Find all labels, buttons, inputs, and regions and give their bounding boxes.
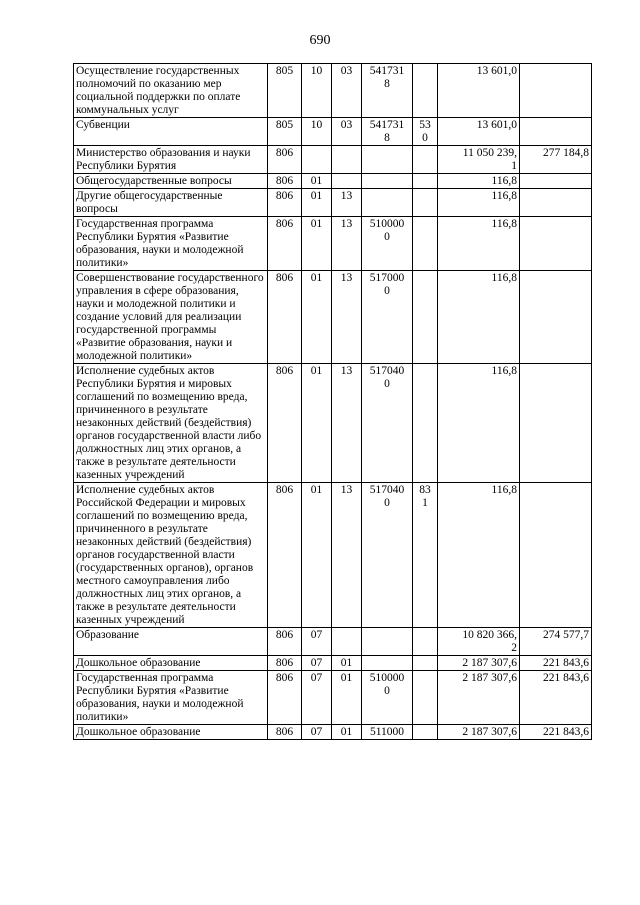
section-code-cell: 10 [302,118,332,146]
table-row [74,217,592,271]
row-name-cell: Министерство образования и науки Республики Бурятия [74,146,268,174]
ministry-code-cell: 806 [268,364,302,483]
row-name-cell: Общегосударственные вопросы [74,174,268,189]
ministry-code-cell: 806 [268,628,302,656]
row-name-cell: Образование [74,628,268,656]
section-code-cell: 07 [302,656,332,671]
section-code-cell: 10 [302,64,332,118]
row-name-cell: Дошкольное образование [74,725,268,740]
expense-type-code-cell [413,364,438,483]
table-body [74,64,592,740]
subsection-code-cell: 01 [332,671,362,725]
row-name-cell: Другие общегосударственные вопросы [74,189,268,217]
section-code-cell: 07 [302,671,332,725]
subvention-amount-cell: 221 843,6 [520,671,592,725]
amount-cell: 2 187 307,6 [438,725,520,740]
section-code-cell [302,146,332,174]
expense-type-code-cell [413,189,438,217]
page-number: 690 [309,33,331,48]
table-row [74,671,592,725]
subsection-code-cell: 13 [332,217,362,271]
target-item-code-cell: 517000 0 [362,271,413,364]
subvention-amount-cell [520,483,592,628]
target-item-code-cell: 517040 0 [362,364,413,483]
table-row [74,725,592,740]
amount-cell: 11 050 239, 1 [438,146,520,174]
expense-type-code-cell [413,217,438,271]
ministry-code-cell: 805 [268,64,302,118]
section-code-cell: 07 [302,725,332,740]
expense-type-code-cell: 83 1 [413,483,438,628]
subsection-code-cell [332,628,362,656]
row-name-cell: Исполнение судебных актов Республики Бурятия и мировых соглашений по возмещению вреда, причиненного в результате незаконных действий (бездействия) органов государственной власти либо должностных лиц этих органов, а также в результате деятельности казенных учреждений [74,364,268,483]
target-item-code-cell: 510000 0 [362,671,413,725]
budget-table [73,63,592,740]
subvention-amount-cell [520,118,592,146]
target-item-code-cell [362,146,413,174]
ministry-code-cell: 806 [268,656,302,671]
table-row [74,146,592,174]
table-row [74,656,592,671]
amount-cell: 13 601,0 [438,118,520,146]
table-row [74,118,592,146]
amount-cell: 116,8 [438,483,520,628]
amount-cell: 2 187 307,6 [438,656,520,671]
subsection-code-cell: 01 [332,725,362,740]
expense-type-code-cell [413,725,438,740]
expense-type-code-cell [413,628,438,656]
subsection-code-cell: 13 [332,189,362,217]
subvention-amount-cell [520,174,592,189]
subvention-amount-cell: 221 843,6 [520,656,592,671]
expense-type-code-cell: 53 0 [413,118,438,146]
ministry-code-cell: 805 [268,118,302,146]
section-code-cell: 01 [302,217,332,271]
subvention-amount-cell: 277 184,8 [520,146,592,174]
row-name-cell: Субвенции [74,118,268,146]
table-row [74,189,592,217]
amount-cell: 116,8 [438,271,520,364]
amount-cell: 116,8 [438,217,520,271]
subvention-amount-cell: 274 577,7 [520,628,592,656]
section-code-cell: 01 [302,364,332,483]
expense-type-code-cell [413,64,438,118]
target-item-code-cell [362,628,413,656]
subvention-amount-cell [520,64,592,118]
ministry-code-cell: 806 [268,671,302,725]
amount-cell: 116,8 [438,174,520,189]
target-item-code-cell [362,189,413,217]
expense-type-code-cell [413,146,438,174]
subsection-code-cell: 03 [332,64,362,118]
ministry-code-cell: 806 [268,271,302,364]
table-row [74,364,592,483]
amount-cell: 116,8 [438,189,520,217]
ministry-code-cell: 806 [268,217,302,271]
subsection-code-cell: 13 [332,271,362,364]
target-item-code-cell: 541731 8 [362,118,413,146]
table-row [74,271,592,364]
amount-cell: 13 601,0 [438,64,520,118]
subvention-amount-cell: 221 843,6 [520,725,592,740]
section-code-cell: 01 [302,174,332,189]
target-item-code-cell: 511000 [362,725,413,740]
target-item-code-cell [362,174,413,189]
subsection-code-cell: 01 [332,656,362,671]
expense-type-code-cell [413,656,438,671]
row-name-cell: Исполнение судебных актов Российской Федерации и мировых соглашений по возмещению вреда, причиненного в результате незаконных действий (бездействия) органов государственной власти (государственных органов), органов местного самоуправления либо должностных лиц этих органов, а также в результате деятельности казенных учреждений [74,483,268,628]
target-item-code-cell: 517040 0 [362,483,413,628]
amount-cell: 10 820 366, 2 [438,628,520,656]
subsection-code-cell [332,174,362,189]
table-row [74,174,592,189]
subsection-code-cell: 03 [332,118,362,146]
target-item-code-cell: 541731 8 [362,64,413,118]
ministry-code-cell: 806 [268,483,302,628]
row-name-cell: Осуществление государственных полномочий по оказанию мер социальной поддержки по оплате коммунальных услуг [74,64,268,118]
subvention-amount-cell [520,217,592,271]
subvention-amount-cell [520,364,592,483]
ministry-code-cell: 806 [268,174,302,189]
section-code-cell: 01 [302,189,332,217]
row-name-cell: Государственная программа Республики Бурятия «Развитие образования, науки и молодежной политики» [74,217,268,271]
section-code-cell: 01 [302,271,332,364]
expense-type-code-cell [413,174,438,189]
expense-type-code-cell [413,671,438,725]
subvention-amount-cell [520,271,592,364]
ministry-code-cell: 806 [268,725,302,740]
target-item-code-cell: 510000 0 [362,217,413,271]
section-code-cell: 01 [302,483,332,628]
subsection-code-cell: 13 [332,364,362,483]
amount-cell: 2 187 307,6 [438,671,520,725]
section-code-cell: 07 [302,628,332,656]
expense-type-code-cell [413,271,438,364]
subsection-code-cell [332,146,362,174]
table-row [74,64,592,118]
ministry-code-cell: 806 [268,189,302,217]
row-name-cell: Государственная программа Республики Бурятия «Развитие образования, науки и молодежной политики» [74,671,268,725]
amount-cell: 116,8 [438,364,520,483]
row-name-cell: Совершенствование государственного управления в сфере образования, науки и молодежной политики и создание условий для реализации государственной программы «Развитие образования, науки и молодежной политики» [74,271,268,364]
row-name-cell: Дошкольное образование [74,656,268,671]
table-row [74,483,592,628]
subvention-amount-cell [520,189,592,217]
ministry-code-cell: 806 [268,146,302,174]
target-item-code-cell [362,656,413,671]
table-row [74,628,592,656]
subsection-code-cell: 13 [332,483,362,628]
